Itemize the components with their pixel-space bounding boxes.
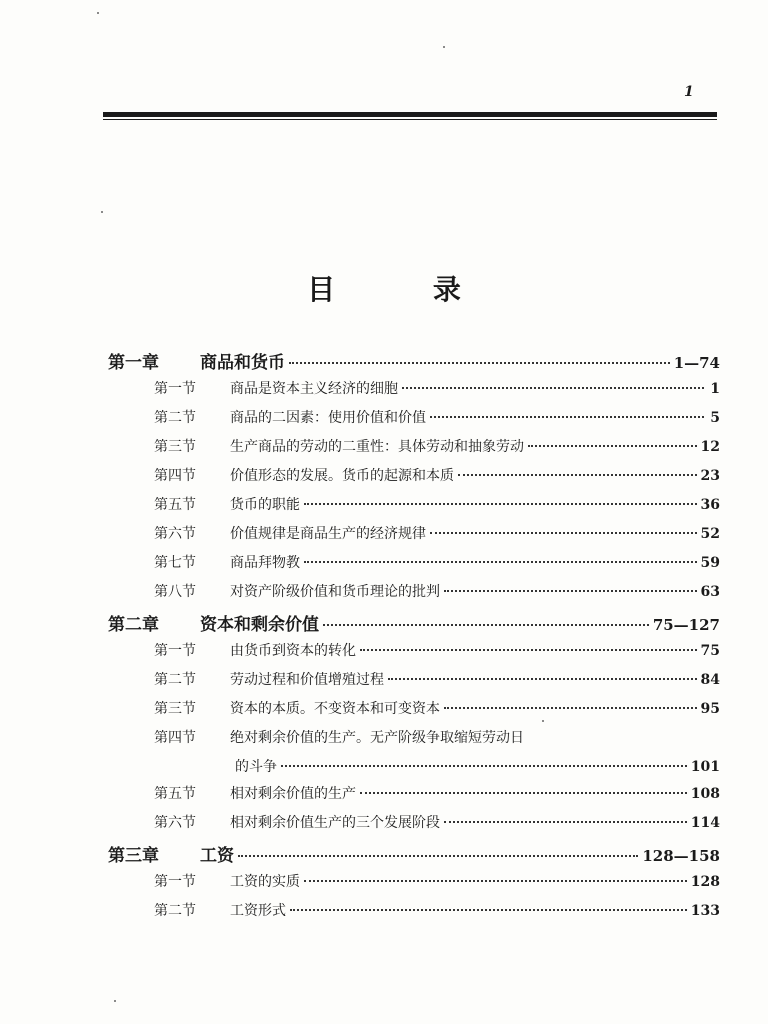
header-rule-thick — [103, 112, 717, 117]
section-title: 由货币到资本的转化 — [230, 643, 356, 659]
chapter-label: 第一章 — [108, 353, 159, 373]
section-page: 108 — [690, 786, 720, 802]
section-page: 23 — [700, 468, 720, 484]
section-title: 价值规律是商品生产的经济规律 — [230, 526, 426, 542]
dot-leader — [444, 589, 697, 592]
section-row — [108, 552, 720, 581]
section-title: 商品拜物教 — [230, 555, 300, 571]
dot-leader — [360, 791, 687, 794]
section-title: 绝对剩余价值的生产。无产阶级争取缩短劳动日 — [230, 730, 524, 746]
section-title: 相对剩余价值生产的三个发展阶段 — [230, 815, 440, 831]
section-row — [108, 581, 720, 610]
scan-speck — [542, 720, 544, 722]
section-page: 12 — [700, 439, 720, 455]
section-title: 相对剩余价值的生产 — [230, 786, 356, 802]
section-row — [108, 465, 720, 494]
section-title: 劳动过程和价值增殖过程 — [230, 672, 384, 688]
dot-leader — [289, 361, 670, 364]
scan-speck — [114, 1000, 116, 1002]
section-row — [108, 900, 720, 929]
section-label: 第二节 — [154, 903, 196, 919]
section-title-continued: 的斗争 — [235, 759, 277, 775]
section-row — [108, 523, 720, 552]
section-page: 52 — [700, 526, 720, 542]
section-title: 价值形态的发展。货币的起源和本质 — [230, 468, 454, 484]
dot-leader — [458, 473, 697, 476]
section-page: 63 — [700, 584, 720, 600]
dot-leader — [444, 820, 687, 823]
section-row — [108, 494, 720, 523]
section-label: 第六节 — [154, 526, 196, 542]
scan-speck — [443, 46, 445, 48]
chapter-pages: 1—74 — [673, 354, 720, 372]
chapter-label: 第二章 — [108, 615, 159, 635]
dot-leader — [238, 854, 638, 857]
dot-leader — [304, 879, 687, 882]
section-row — [108, 407, 720, 436]
section-row — [108, 436, 720, 465]
dot-leader — [528, 444, 697, 447]
chapter-title: 商品和货币 — [200, 353, 285, 373]
section-row — [108, 378, 720, 407]
dot-leader — [281, 764, 687, 767]
section-label: 第三节 — [154, 439, 196, 455]
dot-leader — [304, 502, 697, 505]
dot-leader — [304, 560, 697, 563]
header-rule-thin — [103, 119, 717, 120]
section-row — [108, 783, 720, 812]
section-label: 第五节 — [154, 497, 196, 513]
section-page: 133 — [690, 903, 720, 919]
dot-leader — [430, 415, 704, 418]
chapter-title: 资本和剩余价值 — [200, 615, 319, 635]
chapter-row — [108, 610, 720, 640]
section-title: 商品的二因素：使用价值和价值 — [230, 410, 426, 426]
section-page: 95 — [700, 701, 720, 717]
section-label: 第四节 — [154, 730, 196, 746]
dot-leader — [444, 706, 697, 709]
section-label: 第六节 — [154, 815, 196, 831]
section-row — [108, 698, 720, 727]
section-title: 商品是资本主义经济的细胞 — [230, 381, 398, 397]
section-row — [108, 669, 720, 698]
section-page: 128 — [690, 874, 720, 890]
dot-leader — [430, 531, 697, 534]
section-row — [108, 640, 720, 669]
dot-leader — [323, 623, 649, 626]
section-page: 1 — [710, 381, 720, 397]
chapter-title: 工资 — [200, 846, 234, 866]
section-title: 对资产阶级价值和货币理论的批判 — [230, 584, 440, 600]
section-label: 第三节 — [154, 701, 196, 717]
section-title: 工资形式 — [230, 903, 286, 919]
section-title: 生产商品的劳动的二重性：具体劳动和抽象劳动 — [230, 439, 524, 455]
section-page: 114 — [690, 815, 720, 831]
dot-leader — [360, 648, 697, 651]
toc-title: 目 录 — [307, 273, 505, 306]
dot-leader — [402, 386, 704, 389]
section-label: 第四节 — [154, 468, 196, 484]
chapter-pages: 128—158 — [642, 847, 720, 865]
section-row — [108, 812, 720, 841]
page-number: 1 — [684, 84, 694, 100]
section-label: 第七节 — [154, 555, 196, 571]
dot-leader — [290, 908, 687, 911]
section-title: 资本的本质。不变资本和可变资本 — [230, 701, 440, 717]
section-row — [108, 727, 720, 756]
section-page: 84 — [700, 672, 720, 688]
section-label: 第八节 — [154, 584, 196, 600]
section-label: 第一节 — [154, 874, 196, 890]
section-page: 75 — [700, 643, 720, 659]
chapter-row — [108, 841, 720, 871]
chapter-row — [108, 348, 720, 378]
section-page: 101 — [690, 759, 720, 775]
dot-leader — [388, 677, 697, 680]
section-label: 第一节 — [154, 381, 196, 397]
scan-speck — [97, 12, 99, 14]
table-of-contents — [108, 348, 720, 929]
scan-speck — [101, 211, 103, 213]
section-label: 第五节 — [154, 786, 196, 802]
section-label: 第二节 — [154, 410, 196, 426]
section-label: 第二节 — [154, 672, 196, 688]
section-page: 59 — [700, 555, 720, 571]
chapter-pages: 75—127 — [652, 616, 720, 634]
chapter-label: 第三章 — [108, 846, 159, 866]
section-title: 工资的实质 — [230, 874, 300, 890]
section-label: 第一节 — [154, 643, 196, 659]
section-row-continued — [108, 756, 720, 783]
section-row — [108, 871, 720, 900]
section-title: 货币的职能 — [230, 497, 300, 513]
section-page: 5 — [710, 410, 720, 426]
section-page: 36 — [700, 497, 720, 513]
